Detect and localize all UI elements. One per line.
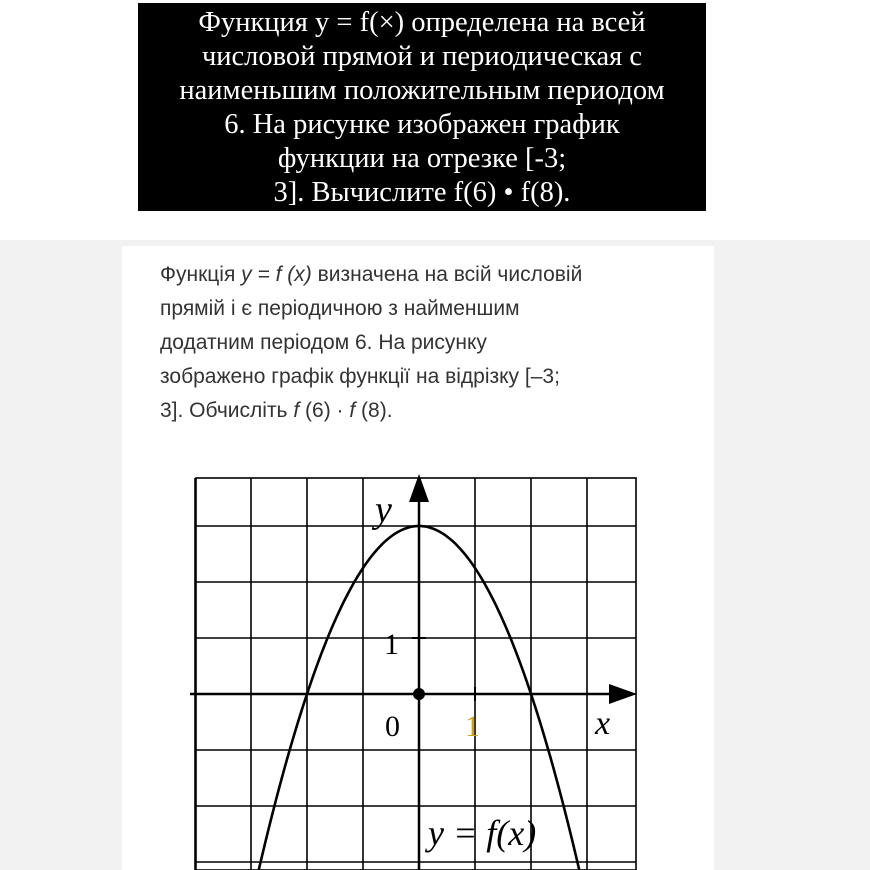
header-line-6: 3]. Вычислите f(6) • f(8).	[273, 177, 571, 208]
y-axis-label: y	[375, 489, 392, 531]
header-line-3: наименьшим положительным периодом	[179, 75, 665, 106]
problem-line-1-post: визначена на всій числовій	[311, 263, 583, 286]
problem-line-5-f2: f	[349, 399, 356, 422]
problem-line-2: прямій і є періодичною з найменшим	[160, 297, 520, 320]
x-axis-arrow	[609, 684, 637, 704]
curve-label: y = f(x)	[428, 813, 537, 853]
russian-problem-box	[138, 3, 706, 211]
header-line-1: Функция y = f(×) определена на всей	[198, 7, 646, 38]
graph-svg	[190, 470, 640, 870]
header-line-4: 6. На рисунке изображен график	[224, 109, 620, 140]
header-line-5: функции на отрезке [-3;	[277, 143, 567, 174]
problem-line-5-c: (8).	[355, 399, 393, 422]
problem-line-3: додатним періодом 6. На рисунку	[160, 331, 487, 354]
problem-line-5-f1: f	[293, 399, 300, 422]
origin-label: 0	[385, 710, 400, 743]
function-graph	[190, 470, 640, 870]
ukrainian-problem-text	[160, 258, 700, 428]
problem-line-4: зображено графік функції на відрізку [–3;	[160, 365, 560, 388]
x-axis-label: x	[595, 705, 611, 742]
problem-line-1-math: y = f (x)	[241, 263, 312, 286]
header-line-2: числовой прямой и периодическая с	[201, 41, 643, 72]
problem-line-5	[160, 394, 700, 428]
grid-border	[196, 478, 636, 870]
problem-line-5-b: (6) ·	[299, 399, 350, 422]
problem-line-1-pre: Функція	[160, 263, 242, 286]
x-tick-label: 1	[465, 710, 480, 743]
y-tick-label: 1	[384, 628, 399, 661]
problem-line-5-a: 3]. Обчисліть	[160, 399, 294, 422]
origin-point	[413, 688, 425, 700]
grid	[195, 478, 636, 870]
problem-line-1	[160, 258, 700, 292]
